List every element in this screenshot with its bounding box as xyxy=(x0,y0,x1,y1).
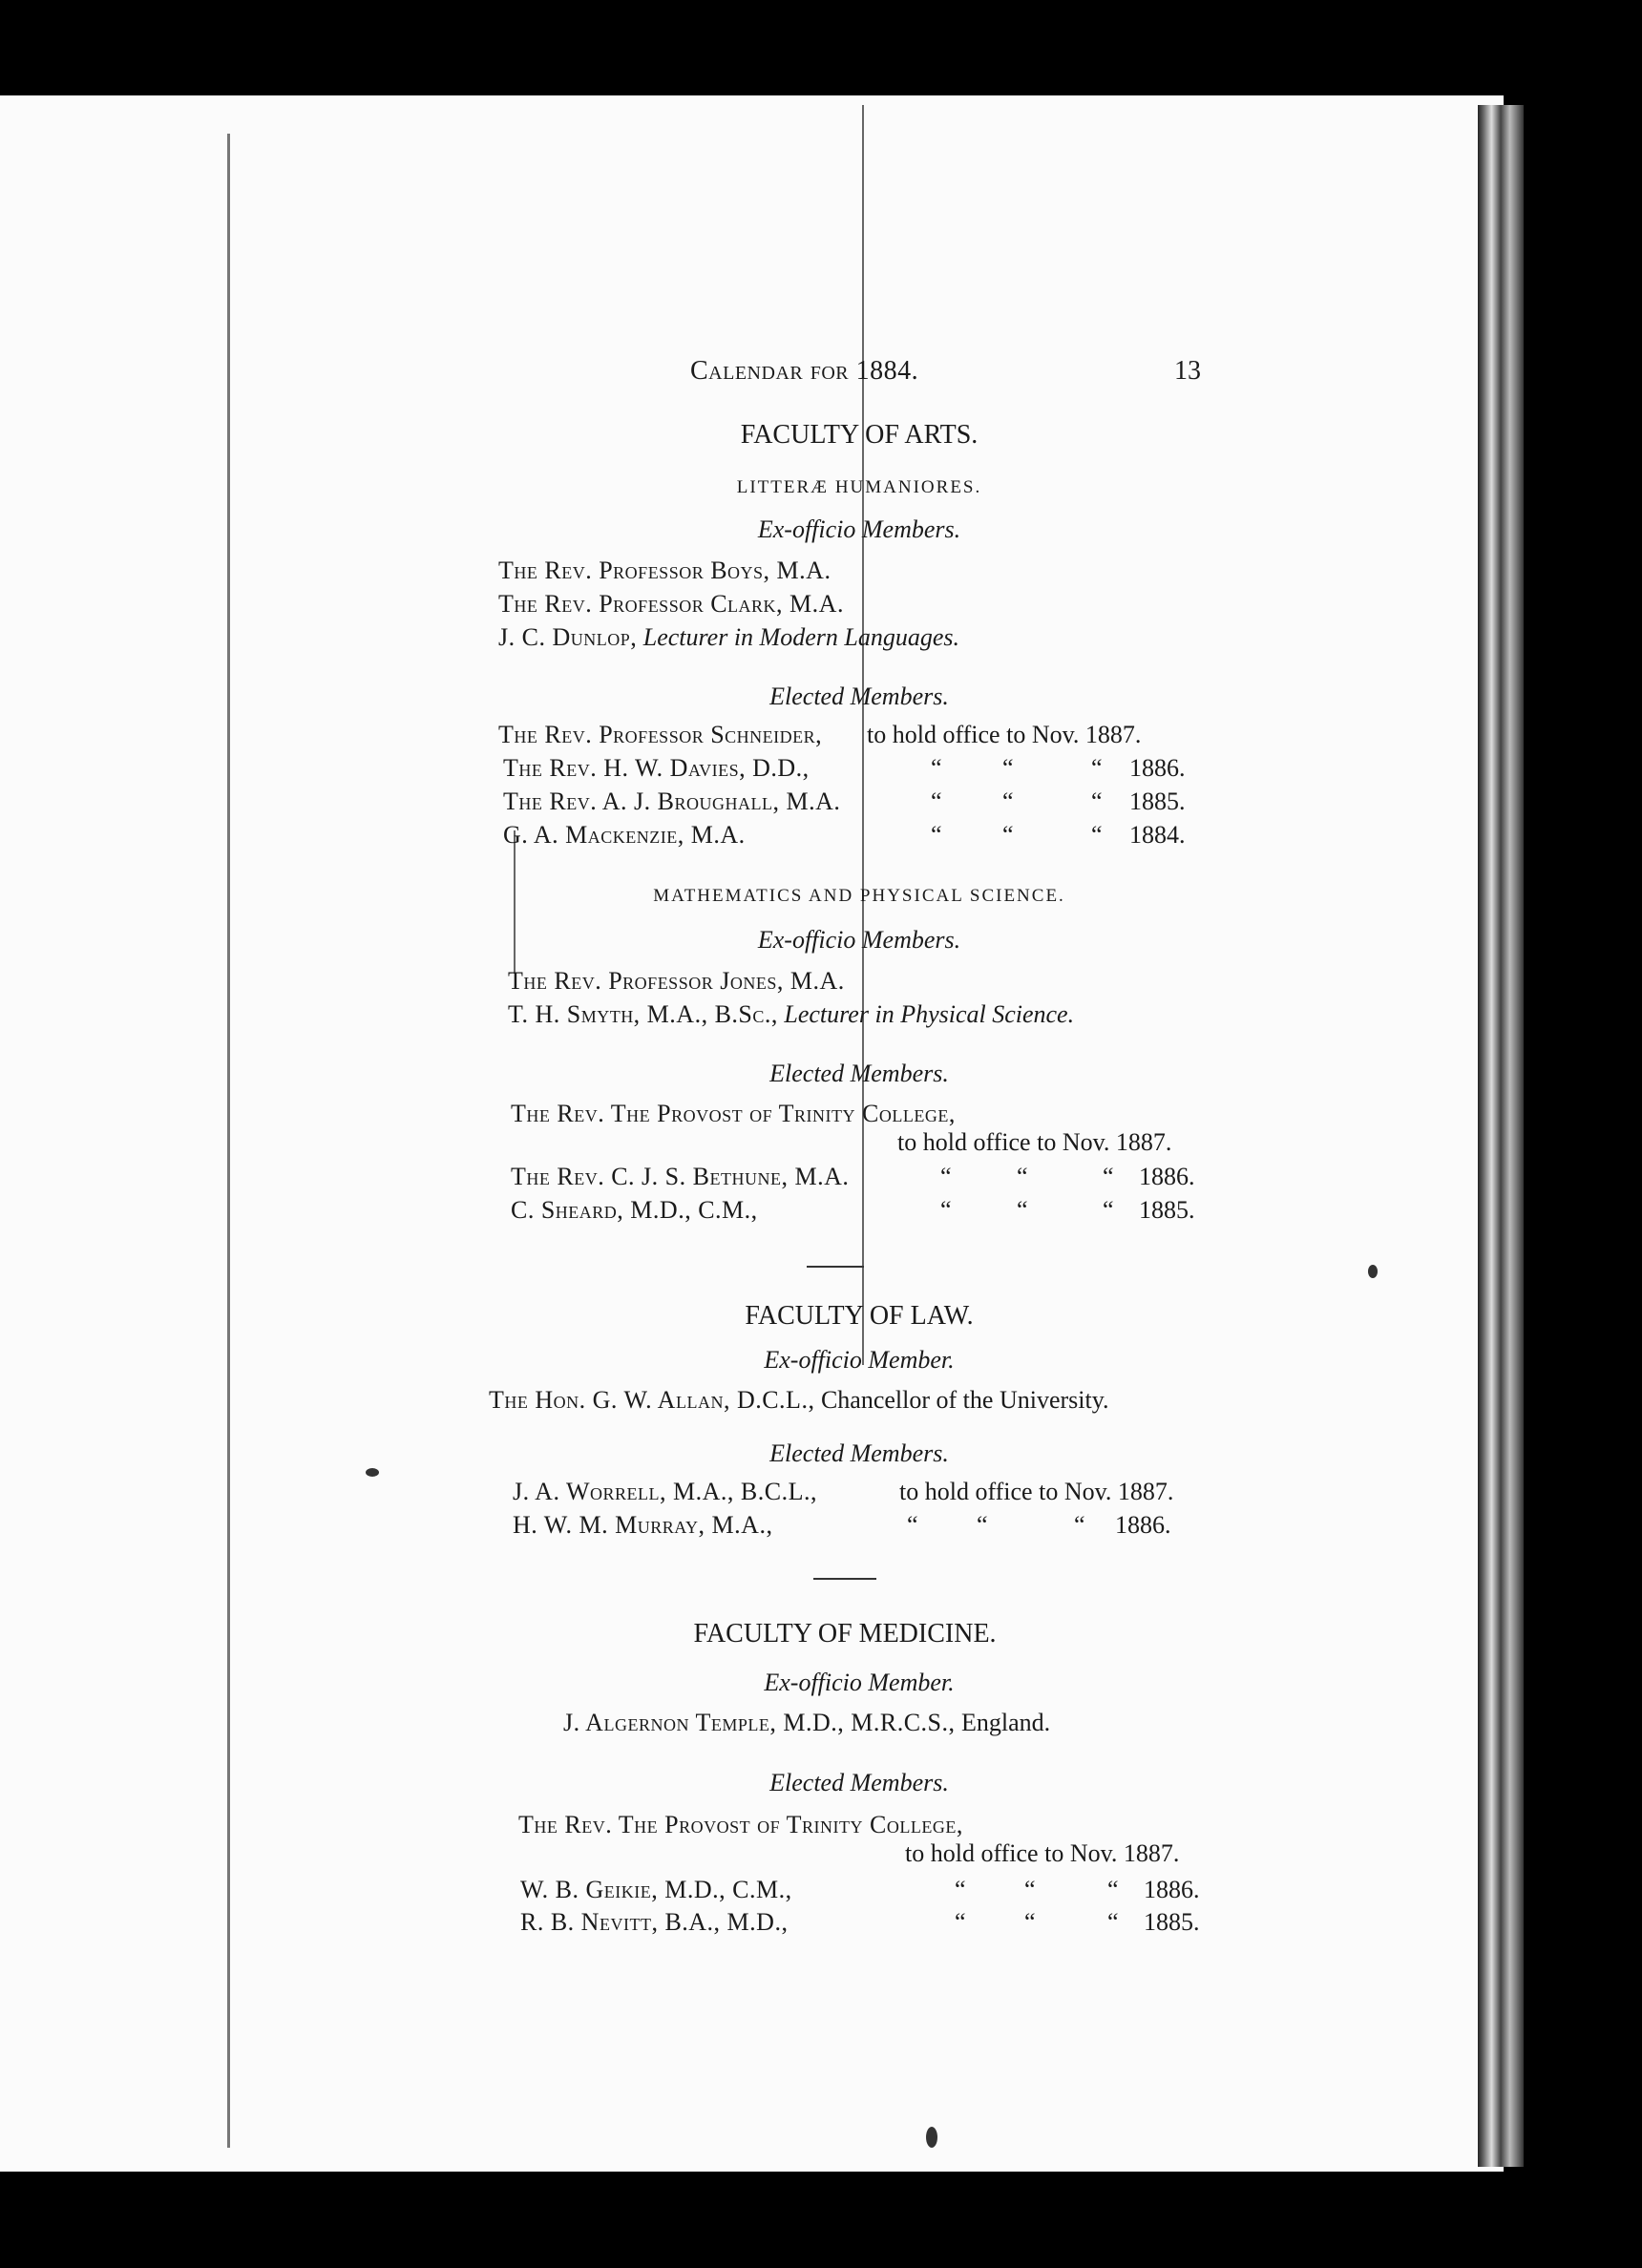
term-text: to hold office to Nov. 1887. xyxy=(905,1839,1180,1867)
law-heading: FACULTY OF LAW. xyxy=(745,1301,974,1331)
member-name: G. A. Mackenzie, M.A. xyxy=(503,821,746,849)
left-fold-line xyxy=(227,134,230,2148)
ditto-mark: “ xyxy=(931,821,942,849)
section-divider xyxy=(807,1266,864,1268)
member-name: W. B. Geikie, M.D., C.M., xyxy=(520,1876,792,1903)
member-name: J. C. Dunlop, xyxy=(498,623,638,651)
member-role: England. xyxy=(961,1709,1051,1736)
member-role: Lecturer in Physical Science. xyxy=(784,1000,1075,1028)
ditto-mark: “ xyxy=(931,754,942,782)
member-name: The Rev. The Provost of Trinity College, xyxy=(511,1100,956,1127)
member-name: J. A. Worrell, M.A., B.C.L., xyxy=(513,1478,817,1505)
ditto-mark: “ xyxy=(1002,821,1014,849)
scanned-page xyxy=(0,95,1504,2172)
ditto-mark: “ xyxy=(931,788,942,815)
center-crease-line xyxy=(862,105,864,1365)
term-year: 1886. xyxy=(1144,1876,1200,1903)
ditto-mark: “ xyxy=(1107,1908,1119,1936)
member-name: R. B. Nevitt, B.A., M.D., xyxy=(520,1908,789,1936)
ditto-mark: “ xyxy=(1024,1908,1036,1936)
member-role: Lecturer in Modern Languages. xyxy=(642,623,959,651)
member-name: The Rev. Professor Clark, M.A. xyxy=(498,590,844,618)
member-row xyxy=(563,1709,1050,1737)
member-name: The Rev. H. W. Davies, D.D., xyxy=(503,754,810,782)
ditto-mark: “ xyxy=(940,1196,952,1224)
medicine-heading: FACULTY OF MEDICINE. xyxy=(693,1619,997,1648)
ditto-mark: “ xyxy=(1091,788,1103,815)
term-year: 1885. xyxy=(1144,1908,1200,1936)
member-name: The Rev. C. J. S. Bethune, M.A. xyxy=(511,1163,850,1190)
ditto-mark: “ xyxy=(1107,1876,1119,1903)
member-name: J. Algernon Temple, M.D., M.R.C.S., xyxy=(563,1709,956,1736)
running-title: Calendar for 1884. xyxy=(690,356,919,386)
medicine-exofficio-label: Ex-officio Member. xyxy=(764,1669,955,1696)
ditto-mark: “ xyxy=(1103,1196,1114,1224)
member-name: H. W. M. Murray, M.A., xyxy=(513,1511,773,1539)
member-name: The Hon. G. W. Allan, D.C.L., xyxy=(489,1386,815,1414)
medicine-elected-label: Elected Members. xyxy=(769,1769,949,1796)
term-year: 1886. xyxy=(1129,754,1186,782)
arts-heading: FACULTY OF ARTS. xyxy=(740,420,979,450)
ditto-mark: “ xyxy=(1017,1163,1028,1190)
book-spine xyxy=(1478,105,1524,2167)
ditto-mark: “ xyxy=(1074,1511,1085,1539)
term-text: to hold office to Nov. 1887. xyxy=(899,1478,1174,1505)
ink-mark xyxy=(1368,1265,1378,1278)
litterae-heading: LITTERÆ HUMANIORES. xyxy=(736,477,982,497)
term-year: 1886. xyxy=(1139,1163,1195,1190)
member-name: C. Sheard, M.D., C.M., xyxy=(511,1196,758,1224)
member-name: The Rev. Professor Boys, M.A. xyxy=(498,556,832,584)
term-text: to hold office to Nov. 1887. xyxy=(867,721,1142,748)
section-divider xyxy=(813,1578,876,1580)
ditto-mark: “ xyxy=(1091,821,1103,849)
math-elected-label: Elected Members. xyxy=(769,1060,949,1087)
arts-exofficio-label: Ex-officio Members. xyxy=(757,515,961,543)
member-name: The Rev. Professor Schneider, xyxy=(498,721,823,748)
ditto-mark: “ xyxy=(940,1163,952,1190)
member-role: Chancellor of the University. xyxy=(820,1386,1109,1414)
ink-mark xyxy=(366,1468,379,1477)
ditto-mark: “ xyxy=(1017,1196,1028,1224)
member-name: T. H. Smyth, M.A., B.Sc., xyxy=(508,1000,778,1028)
member-row xyxy=(489,1386,1109,1415)
member-name: The Rev. A. J. Broughall, M.A. xyxy=(503,788,841,815)
ditto-mark: “ xyxy=(955,1908,966,1936)
page-number: 13 xyxy=(1174,356,1201,386)
member-row xyxy=(498,623,959,652)
ditto-mark: “ xyxy=(955,1876,966,1903)
ditto-mark: “ xyxy=(1091,754,1103,782)
ditto-mark: “ xyxy=(977,1511,988,1539)
term-year: 1886. xyxy=(1115,1511,1171,1539)
ditto-mark: “ xyxy=(1002,754,1014,782)
law-exofficio-label: Ex-officio Member. xyxy=(764,1346,955,1374)
term-year: 1885. xyxy=(1139,1196,1195,1224)
member-name: The Rev. Professor Jones, M.A. xyxy=(508,967,845,995)
member-row xyxy=(508,1000,1074,1029)
term-year: 1885. xyxy=(1129,788,1186,815)
law-elected-label: Elected Members. xyxy=(769,1439,949,1467)
math-heading: MATHEMATICS AND PHYSICAL SCIENCE. xyxy=(653,886,1065,906)
ditto-mark: “ xyxy=(1103,1163,1114,1190)
term-text: to hold office to Nov. 1887. xyxy=(897,1128,1172,1156)
ditto-mark: “ xyxy=(1024,1876,1036,1903)
math-exofficio-label: Ex-officio Members. xyxy=(757,926,961,954)
ditto-mark: “ xyxy=(1002,788,1014,815)
ditto-mark: “ xyxy=(907,1511,918,1539)
member-name: The Rev. The Provost of Trinity College, xyxy=(518,1811,963,1838)
arts-elected-label: Elected Members. xyxy=(769,682,949,710)
term-year: 1884. xyxy=(1129,821,1186,849)
ink-mark xyxy=(926,2127,937,2148)
